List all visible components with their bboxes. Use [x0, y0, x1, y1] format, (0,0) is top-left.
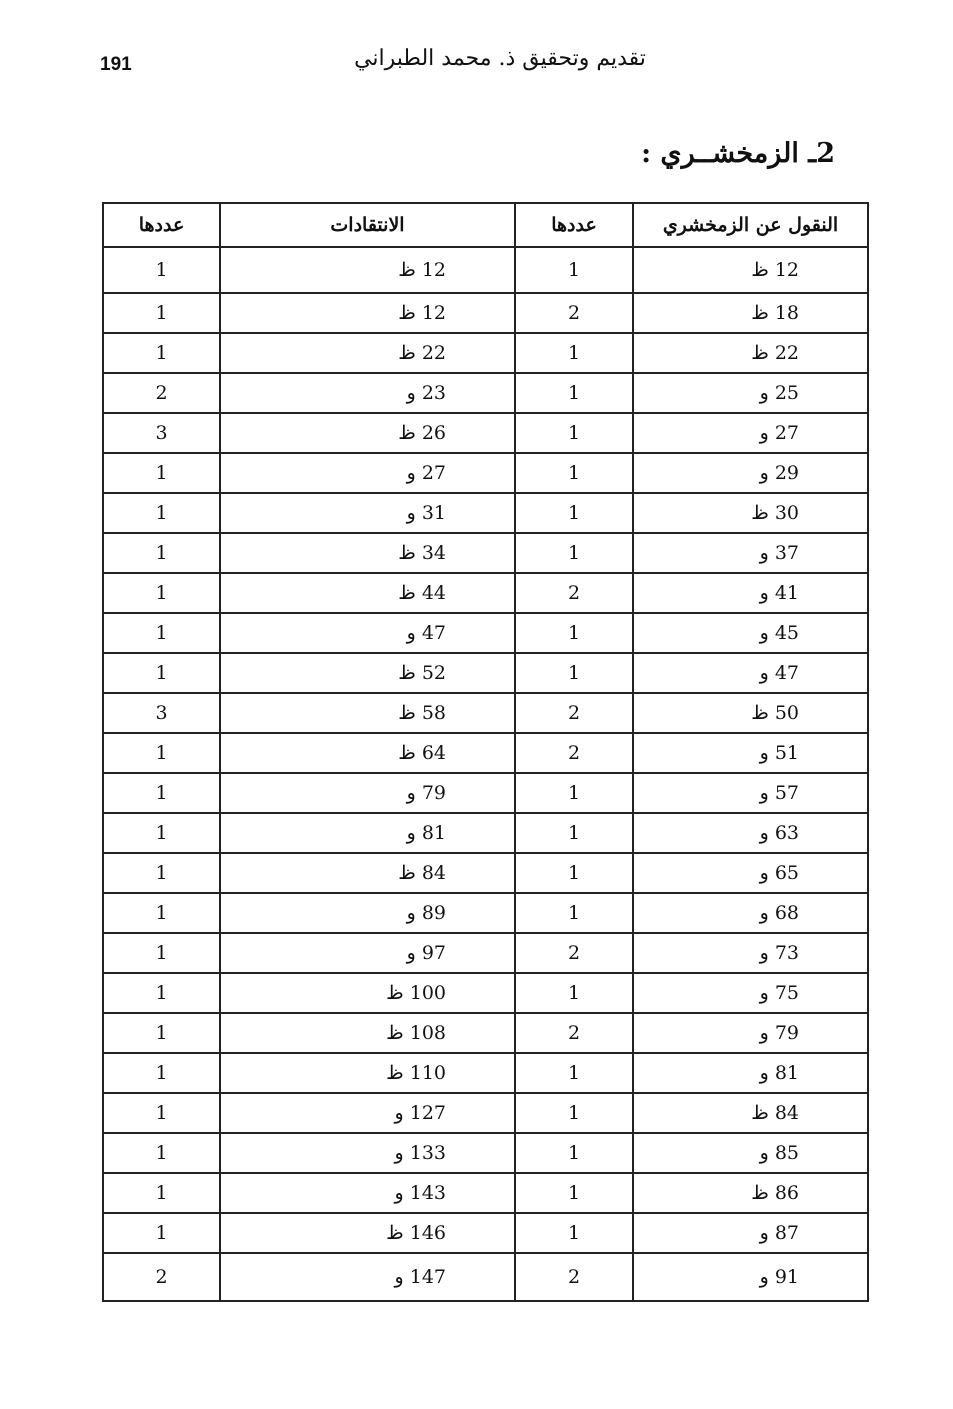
quote-cell: 47 و [633, 653, 868, 693]
critique-cell: 84 ظ [220, 853, 515, 893]
quote-cell: 79 و [633, 1013, 868, 1053]
quote-count-cell: 1 [515, 613, 633, 653]
quote-cell: 51 و [633, 733, 868, 773]
quote-cell: 81 و [633, 1053, 868, 1093]
critique-count-cell: 1 [103, 853, 220, 893]
critique-count-cell: 1 [103, 1053, 220, 1093]
quote-cell: 86 ظ [633, 1173, 868, 1213]
quote-cell: 75 و [633, 973, 868, 1013]
quote-cell: 12 ظ [633, 247, 868, 293]
table-row [103, 333, 868, 373]
table-row [103, 773, 868, 813]
critique-cell: 12 ظ [220, 247, 515, 293]
quote-count-cell: 1 [515, 813, 633, 853]
table-header [103, 203, 868, 247]
critique-count-cell: 1 [103, 453, 220, 493]
critique-cell: 143 و [220, 1173, 515, 1213]
table-row [103, 453, 868, 493]
quote-count-cell: 2 [515, 1013, 633, 1053]
quote-count-cell: 1 [515, 533, 633, 573]
critique-count-cell: 1 [103, 733, 220, 773]
quote-count-cell: 1 [515, 973, 633, 1013]
critique-cell: 26 ظ [220, 413, 515, 453]
table-row [103, 693, 868, 733]
table-row [103, 733, 868, 773]
quote-count-cell: 1 [515, 1053, 633, 1093]
quote-count-cell: 1 [515, 1093, 633, 1133]
quote-cell: 50 ظ [633, 693, 868, 733]
critique-cell: 58 ظ [220, 693, 515, 733]
quote-cell: 25 و [633, 373, 868, 413]
table-row [103, 1093, 868, 1133]
quote-cell: 45 و [633, 613, 868, 653]
quote-cell: 87 و [633, 1213, 868, 1253]
critique-cell: 34 ظ [220, 533, 515, 573]
table-row [103, 573, 868, 613]
critique-count-cell: 2 [103, 1253, 220, 1301]
quote-cell: 84 ظ [633, 1093, 868, 1133]
critique-count-cell: 1 [103, 1213, 220, 1253]
critique-count-cell: 1 [103, 1093, 220, 1133]
critique-cell: 23 و [220, 373, 515, 413]
quote-count-cell: 1 [515, 373, 633, 413]
critique-count-cell: 1 [103, 933, 220, 973]
critique-cell: 127 و [220, 1093, 515, 1133]
quote-cell: 27 و [633, 413, 868, 453]
critique-cell: 89 و [220, 893, 515, 933]
quote-count-cell: 1 [515, 493, 633, 533]
quote-count-cell: 2 [515, 573, 633, 613]
quote-count-cell: 1 [515, 453, 633, 493]
table-row [103, 1133, 868, 1173]
quote-count-cell: 2 [515, 933, 633, 973]
table-row [103, 813, 868, 853]
quote-count-cell: 1 [515, 247, 633, 293]
table-header-row [103, 203, 868, 247]
critique-count-cell: 1 [103, 493, 220, 533]
table-row [103, 373, 868, 413]
header-quotes-count: عددها [515, 203, 633, 247]
quote-cell: 37 و [633, 533, 868, 573]
table-row [103, 533, 868, 573]
critique-cell: 27 و [220, 453, 515, 493]
critique-count-cell: 1 [103, 973, 220, 1013]
quote-count-cell: 1 [515, 773, 633, 813]
table-row [103, 247, 868, 293]
section-heading: 2ـ الزمخشــري : [641, 138, 835, 169]
critique-cell: 31 و [220, 493, 515, 533]
critique-cell: 12 ظ [220, 293, 515, 333]
table-body [103, 247, 868, 1301]
table-row [103, 613, 868, 653]
critique-cell: 44 ظ [220, 573, 515, 613]
table-row [103, 1213, 868, 1253]
critique-cell: 97 و [220, 933, 515, 973]
quote-cell: 30 ظ [633, 493, 868, 533]
quote-cell: 63 و [633, 813, 868, 853]
quote-cell: 22 ظ [633, 333, 868, 373]
quote-count-cell: 1 [515, 853, 633, 893]
header-quotes: النقول عن الزمخشري [633, 203, 868, 247]
table-row [103, 1253, 868, 1301]
quote-cell: 85 و [633, 1133, 868, 1173]
critique-count-cell: 1 [103, 533, 220, 573]
quote-cell: 68 و [633, 893, 868, 933]
critique-cell: 22 ظ [220, 333, 515, 373]
critique-cell: 47 و [220, 613, 515, 653]
quote-count-cell: 1 [515, 1133, 633, 1173]
quote-count-cell: 2 [515, 693, 633, 733]
critique-count-cell: 1 [103, 1133, 220, 1173]
critique-cell: 108 ظ [220, 1013, 515, 1053]
quote-count-cell: 2 [515, 733, 633, 773]
critique-cell: 52 ظ [220, 653, 515, 693]
critique-count-cell: 1 [103, 293, 220, 333]
critique-count-cell: 1 [103, 333, 220, 373]
quote-cell: 91 و [633, 1253, 868, 1301]
table-row [103, 1013, 868, 1053]
critique-count-cell: 1 [103, 247, 220, 293]
quote-cell: 18 ظ [633, 293, 868, 333]
critique-count-cell: 1 [103, 773, 220, 813]
quote-count-cell: 1 [515, 893, 633, 933]
critique-count-cell: 3 [103, 693, 220, 733]
quote-count-cell: 1 [515, 333, 633, 373]
table-row [103, 1053, 868, 1093]
quote-count-cell: 2 [515, 293, 633, 333]
critique-count-cell: 1 [103, 1013, 220, 1053]
table-row [103, 853, 868, 893]
quote-cell: 73 و [633, 933, 868, 973]
header-critiques: الانتقادات [220, 203, 515, 247]
critique-count-cell: 3 [103, 413, 220, 453]
critique-cell: 81 و [220, 813, 515, 853]
table-row [103, 413, 868, 453]
quote-cell: 29 و [633, 453, 868, 493]
table-row [103, 653, 868, 693]
quote-count-cell: 2 [515, 1253, 633, 1301]
table-row [103, 933, 868, 973]
quote-cell: 41 و [633, 573, 868, 613]
critique-cell: 64 ظ [220, 733, 515, 773]
table-row [103, 1173, 868, 1213]
table-row [103, 973, 868, 1013]
table-row [103, 893, 868, 933]
table-row [103, 493, 868, 533]
header-critiques-count: عددها [103, 203, 220, 247]
critique-count-cell: 1 [103, 893, 220, 933]
quote-cell: 65 و [633, 853, 868, 893]
table-row [103, 293, 868, 333]
critique-count-cell: 1 [103, 653, 220, 693]
critique-cell: 100 ظ [220, 973, 515, 1013]
running-header-title: تقديم وتحقيق ذ. محمد الطبراني [354, 46, 646, 71]
critique-count-cell: 1 [103, 573, 220, 613]
quote-cell: 57 و [633, 773, 868, 813]
quote-count-cell: 1 [515, 653, 633, 693]
critique-cell: 79 و [220, 773, 515, 813]
quote-count-cell: 1 [515, 1213, 633, 1253]
critique-count-cell: 1 [103, 813, 220, 853]
quote-count-cell: 1 [515, 413, 633, 453]
critique-count-cell: 1 [103, 1173, 220, 1213]
critique-count-cell: 1 [103, 613, 220, 653]
quote-count-cell: 1 [515, 1173, 633, 1213]
critique-cell: 133 و [220, 1133, 515, 1173]
critique-count-cell: 2 [103, 373, 220, 413]
critique-cell: 146 ظ [220, 1213, 515, 1253]
page-number: 191 [100, 54, 132, 75]
citations-table [102, 202, 869, 1302]
critique-cell: 110 ظ [220, 1053, 515, 1093]
critique-cell: 147 و [220, 1253, 515, 1301]
